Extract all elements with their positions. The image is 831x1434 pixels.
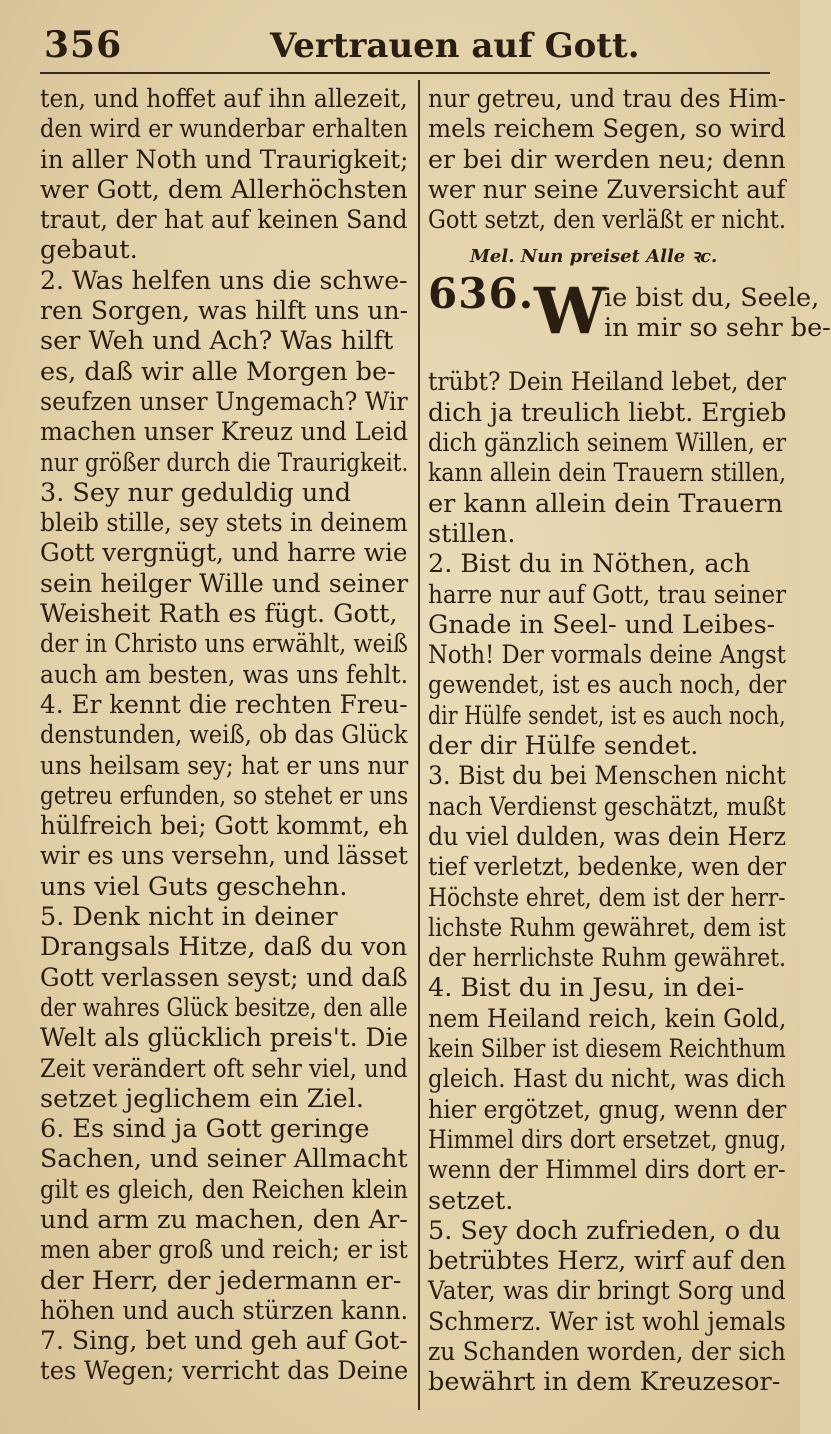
text-line: du viel dulden, was dein Herz bbox=[428, 821, 786, 852]
text-line: der herrlichste Ruhm gewähret. bbox=[428, 943, 786, 974]
text-line: harre nur auf Gott, trau seiner bbox=[428, 579, 787, 610]
text-line: zu Schanden worden, der sich bbox=[428, 1336, 786, 1367]
text-line: gebaut. bbox=[40, 235, 138, 266]
text-line: kann allein dein Trauern stillen, bbox=[428, 458, 787, 489]
text-line: in aller Noth und Traurigkeit; bbox=[40, 144, 409, 175]
text-line: Zeit verändert oft sehr viel, und bbox=[40, 1053, 408, 1084]
text-line: trübt? Dein Heiland lebet, der bbox=[428, 367, 786, 398]
text-line: Drangsals Hitze, daß du von bbox=[40, 932, 408, 963]
text-line: 2. Was helfen uns die schwe- bbox=[40, 265, 408, 296]
text-line: hülfreich bei; Gott kommt, eh bbox=[40, 811, 409, 842]
text-line: er bei dir werden neu; denn bbox=[428, 144, 786, 175]
text-line: gewendet, ist es auch noch, der bbox=[428, 670, 787, 701]
text-line: 2. Bist du in Nöthen, ach bbox=[428, 549, 751, 580]
text-line: kein Silber ist diesem Reichthum bbox=[428, 1034, 786, 1065]
text-line: 6. Es sind ja Gott geringe bbox=[40, 1114, 370, 1145]
text-line: der dir Hülfe sendet. bbox=[428, 731, 699, 762]
right-column-top-text bbox=[428, 84, 790, 235]
text-line: bleib stille, sey stets in deinem bbox=[40, 508, 408, 539]
text-line: er kann allein dein Trauern bbox=[428, 488, 783, 519]
right-column bbox=[428, 84, 831, 1398]
text-line: uns heilsam sey; hat er uns nur bbox=[40, 750, 409, 781]
text-line: gleich. Hast du nicht, was dich bbox=[428, 1064, 786, 1095]
text-line: dir Hülfe sendet, ist es auch noch, bbox=[428, 700, 786, 731]
text-line: Vater, was dir bringt Sorg und bbox=[428, 1276, 786, 1307]
text-line: Gott verlassen seyst; und daß bbox=[40, 962, 408, 993]
text-line: traut, der hat auf keinen Sand bbox=[40, 205, 408, 236]
text-line: nur getreu, und trau des Him- bbox=[428, 84, 786, 114]
text-line: tief verletzt, bedenke, wen der bbox=[428, 852, 787, 883]
text-line: 3. Sey nur geduldig und bbox=[40, 477, 352, 508]
text-line: getreu erfunden, so stehet er uns bbox=[40, 780, 409, 811]
text-line: men aber groß und reich; er ist bbox=[40, 1235, 408, 1266]
hymn-number: 636. bbox=[428, 269, 535, 319]
text-line: den wird er wunderbar erhalten bbox=[40, 114, 408, 145]
melody-note: Mel. Nun preiset Alle ꝛc. bbox=[470, 246, 718, 268]
text-line: ser Weh und Ach? Was hilft bbox=[40, 326, 394, 357]
text-line: stillen. bbox=[428, 518, 516, 549]
left-column bbox=[40, 84, 408, 1387]
text-line: setzet. bbox=[428, 1185, 514, 1216]
text-line: nach Verdienst geschätzt, mußt bbox=[428, 791, 786, 822]
text-line: gilt es gleich, den Reichen klein bbox=[40, 1174, 408, 1205]
text-line: nem Heiland reich, kein Gold, bbox=[428, 1003, 787, 1034]
text-line: wir es uns versehn, und lässet bbox=[40, 841, 408, 872]
running-title: Vertrauen auf Gott. bbox=[270, 26, 640, 66]
text-line: der in Christo uns erwählt, weiß bbox=[40, 629, 408, 660]
text-line: Weisheit Rath es fügt. Gott, bbox=[40, 599, 398, 630]
text-line: sein heilger Wille und seiner bbox=[40, 568, 409, 599]
page-header bbox=[40, 22, 770, 74]
hymn-heading bbox=[428, 269, 831, 367]
page-number: 356 bbox=[44, 24, 123, 66]
text-line: Schmerz. Wer ist wohl jemals bbox=[428, 1306, 786, 1337]
text-line: Himmel dirs dort ersetzet, gnug, bbox=[428, 1124, 787, 1155]
hymn-first-line: ie bist du, Seele, bbox=[604, 283, 820, 314]
right-column-text bbox=[428, 367, 790, 1397]
text-line: machen unser Kreuz und Leid bbox=[40, 417, 409, 448]
text-line: Welt als glücklich preis't. Die bbox=[40, 1023, 409, 1054]
text-line: der Herr, der jedermann er- bbox=[40, 1265, 402, 1296]
text-line: denstunden, weiß, ob das Glück bbox=[40, 720, 408, 751]
text-line: dich gänzlich seinem Willen, er bbox=[428, 428, 787, 459]
text-line: höhen und auch stürzen kann. bbox=[40, 1295, 409, 1326]
text-line: Noth! Der vormals deine Angst bbox=[428, 640, 786, 671]
text-line: wer nur seine Zuversicht auf bbox=[428, 174, 786, 205]
text-line: dich ja treulich liebt. Ergieb bbox=[428, 397, 787, 428]
text-line: 4. Bist du in Jesu, in dei- bbox=[428, 973, 745, 1004]
text-line: 4. Er kennt die rechten Freu- bbox=[40, 689, 408, 720]
text-line: betrübtes Herz, wirf auf den bbox=[428, 1246, 787, 1277]
text-line: hier ergötzet, gnug, wenn der bbox=[428, 1094, 787, 1125]
text-line: Sachen, und seiner Allmacht bbox=[40, 1144, 408, 1175]
hymn-second-line: in mir so sehr be- bbox=[604, 313, 831, 344]
text-line: 5. Denk nicht in deiner bbox=[40, 902, 338, 933]
drop-cap-initial: W bbox=[534, 274, 606, 350]
text-line: ren Sorgen, was hilft uns un- bbox=[40, 296, 409, 327]
text-line: Gott setzt, den verläßt er nicht. bbox=[428, 205, 787, 236]
text-line: 5. Sey doch zufrieden, o du bbox=[428, 1215, 781, 1246]
text-line: wer Gott, dem Allerhöchsten bbox=[40, 174, 408, 205]
text-line: setzet jeglichem ein Ziel. bbox=[40, 1083, 365, 1114]
text-line: es, daß wir alle Morgen be- bbox=[40, 356, 396, 387]
text-line: seufzen unser Ungemach? Wir bbox=[40, 386, 408, 417]
text-line: nur größer durch die Traurigkeit. bbox=[40, 447, 409, 478]
text-line: Höchste ehret, dem ist der herr- bbox=[428, 882, 786, 913]
column-divider bbox=[418, 80, 420, 1410]
text-line: lichste Ruhm gewähret, dem ist bbox=[428, 912, 786, 943]
text-line: tes Wegen; verricht das Deine bbox=[40, 1356, 409, 1387]
text-line: wenn der Himmel dirs dort er- bbox=[428, 1155, 786, 1186]
text-line: 7. Sing, bet und geh auf Got- bbox=[40, 1326, 408, 1357]
text-line: uns viel Guts geschehn. bbox=[40, 871, 348, 902]
text-line: und arm zu machen, den Ar- bbox=[40, 1204, 408, 1235]
text-line: auch am besten, was uns fehlt. bbox=[40, 659, 409, 690]
text-line: Gott vergnügt, und harre wie bbox=[40, 538, 408, 569]
text-line: 3. Bist du bei Menschen nicht bbox=[428, 761, 786, 792]
text-line: Gnade in Seel- und Leibes- bbox=[428, 609, 776, 640]
text-line: ten, und hoffet auf ihn allezeit, bbox=[40, 84, 408, 114]
text-line: mels reichem Segen, so wird bbox=[428, 114, 786, 145]
text-line: bewährt in dem Kreuzesor- bbox=[428, 1367, 781, 1398]
text-line: der wahres Glück besitze, den alle bbox=[40, 992, 408, 1023]
